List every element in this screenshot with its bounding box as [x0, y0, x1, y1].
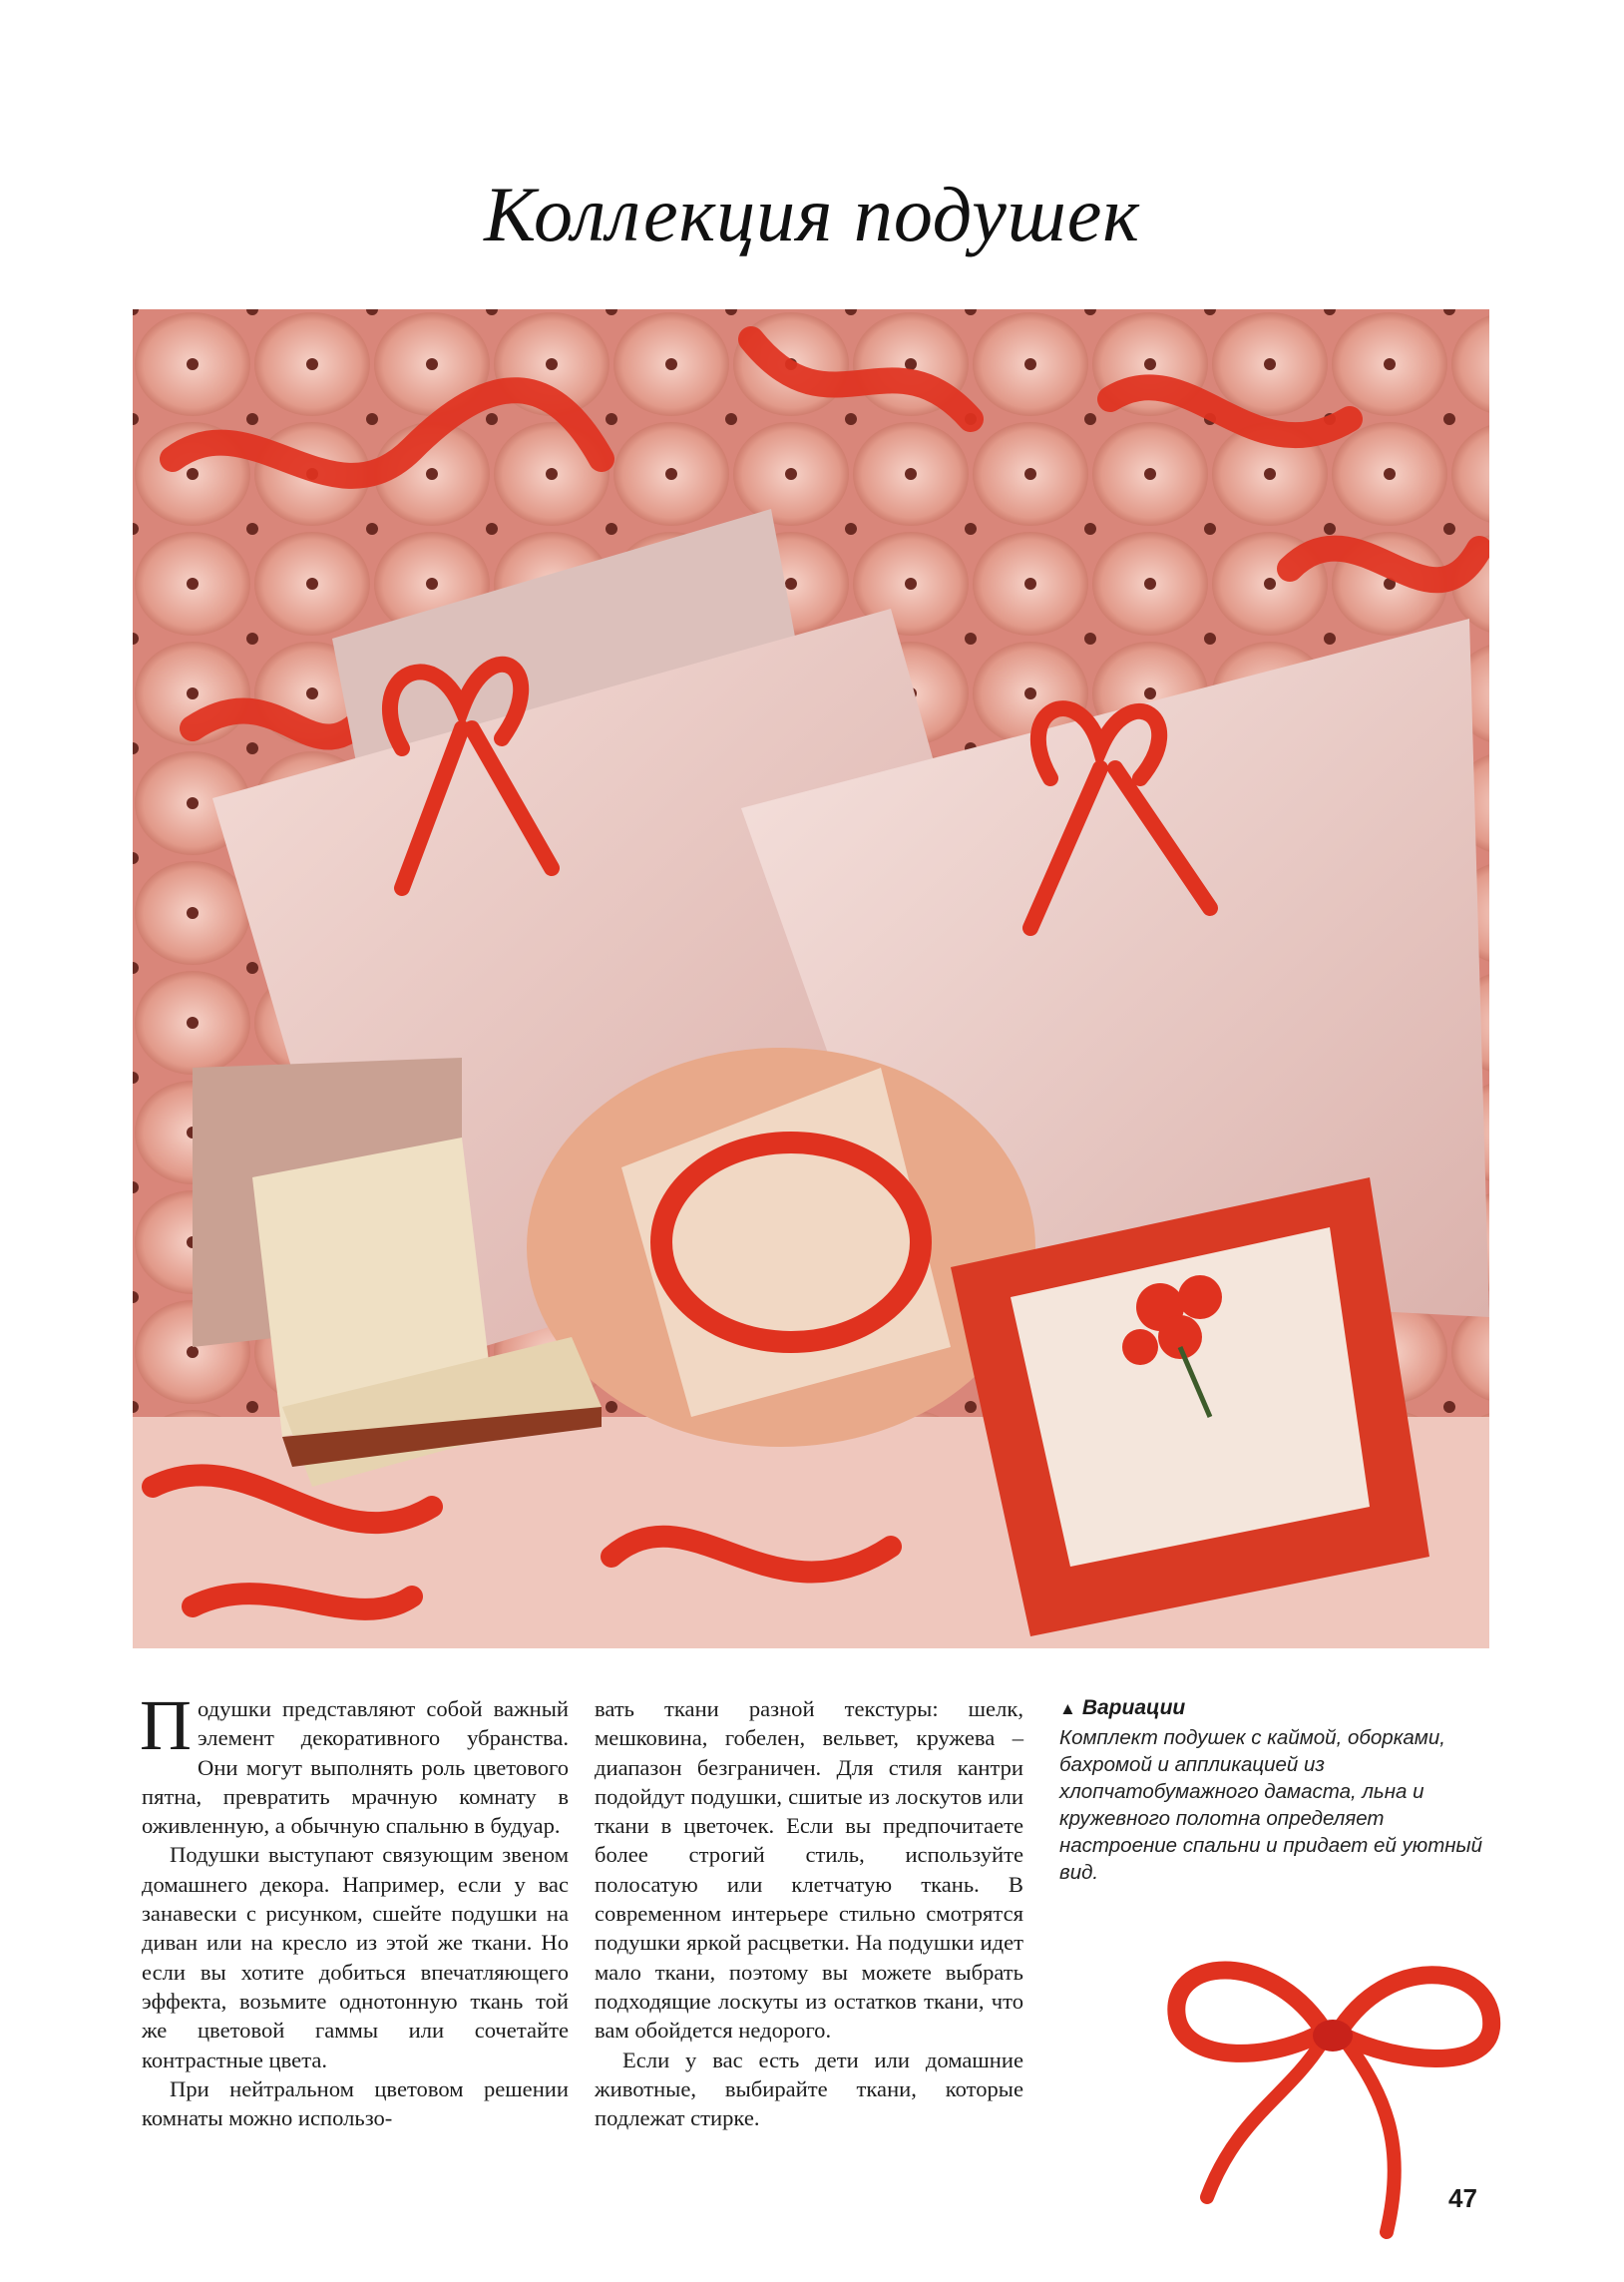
- body-column-2: [595, 1694, 1023, 2132]
- caption-text: Комплект подушек с каймой, оборками, бахромой и аппликацией из хлопчатобумажного дамаста, льна и кружевного полотна определяет настроение спальни и придает ей уютный вид.: [1059, 1726, 1483, 1884]
- page-number: 47: [1448, 2183, 1477, 2213]
- page-title: Коллекция подушек: [484, 171, 1140, 257]
- body-column-1: [140, 1685, 569, 2132]
- pillows-photo: [133, 309, 1489, 1648]
- paragraph: Подушки выступают связующим звеном домашнего декора. Например, если у вас занавески с рисунком, сшейте подушки на диван или на кресло из этой же ткани. Но если вы хотите добиться впечатляющего эффекта, возьмите однотонную ткань той же цветовой гаммы или сочетайте контрастные цвета.: [142, 1842, 569, 2072]
- caption-heading: ▲ Вариации: [1059, 1696, 1186, 1719]
- paragraph: При нейтральном цветовом решении комнаты можно использо-: [142, 2075, 569, 2131]
- drop-cap: П: [140, 1685, 192, 1765]
- caption-sidebar: [1059, 1696, 1488, 1886]
- paragraph: Если у вас есть дети или домашние животные, выбирайте ткани, которые подлежат стирке.: [595, 2047, 1023, 2131]
- paragraph: Подушки представляют собой важный элемент декоративного убранства. Они могут выполнять роль цветового пятна, превратить мрачную комнату в оживленную, а обычную спальню в будуар.: [140, 1685, 569, 1839]
- triangle-up-icon: ▲: [1059, 1699, 1076, 1718]
- paragraph: вать ткани разной текстуры: шелк, мешковина, гобелен, вельвет, кружева – диапазон безграничен. Для стиля кантри подойдут подушки, сшитые из лоскутов или ткани в цветочек. Если вы предпочитаете более строгий стиль, используйте полосатую или клетчатую ткань. В современном интерьере стильно смотрятся подушки яркой расцветки. На подушки идет мало ткани, поэтому вы можете выбрать подходящие лоскуты из остатков ткани, что вам обойдется недорого.: [595, 1696, 1023, 2044]
